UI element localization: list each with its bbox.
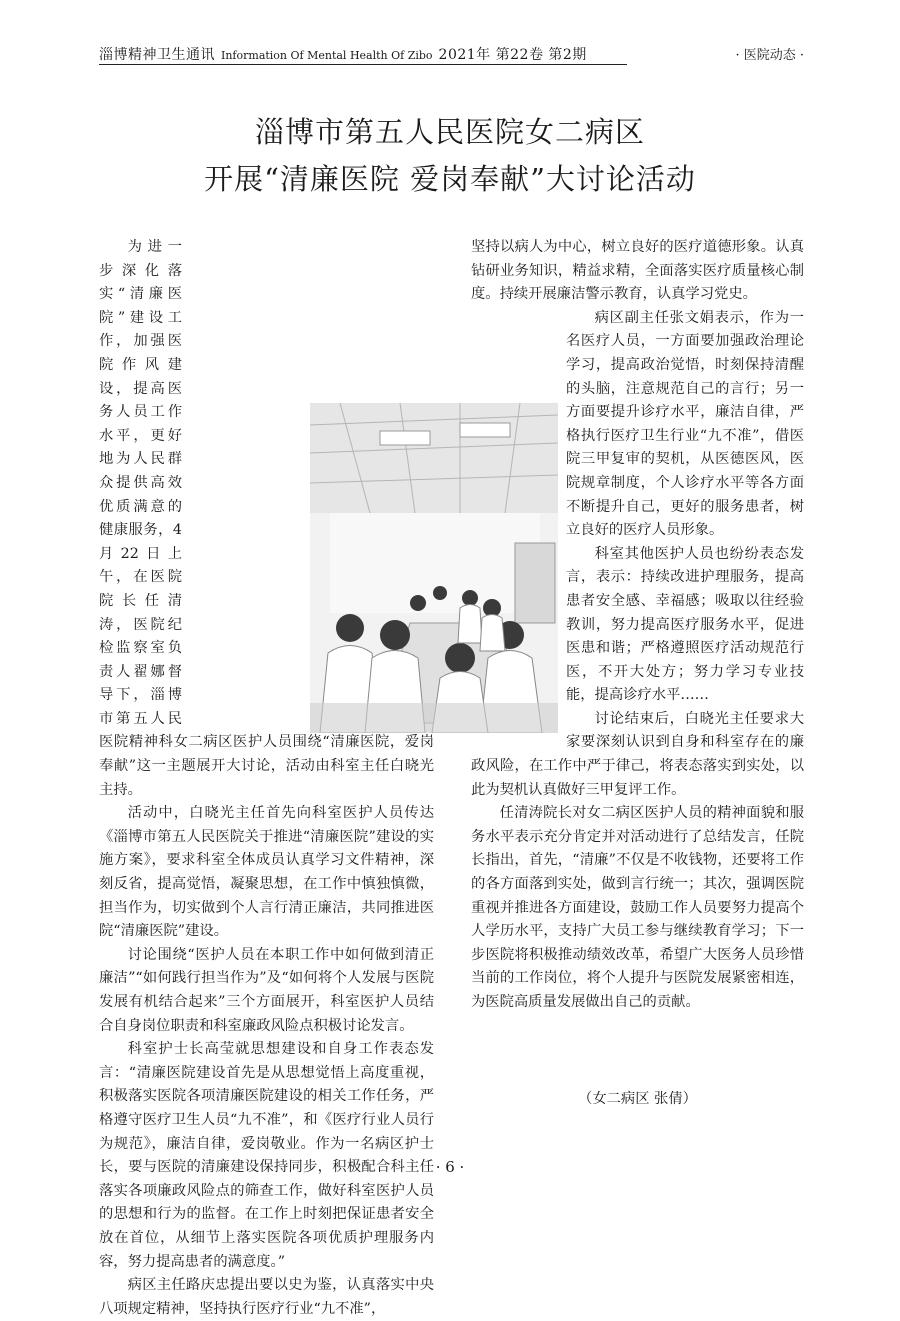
running-header <box>99 40 804 66</box>
journal-issue: 2021年 第22卷 第2期 <box>438 47 587 63</box>
paragraph: 科室其他医护人员也纷纷表态发言，表示：持续改进护理服务，提高患者安全感、幸福感；吸取以往经验教训，努力提高医疗服务水平，促进医患和谐；严格遵照医疗活动规范行医，不开大处方；努力学习专业技能，提高诊疗水平…… <box>566 545 804 704</box>
paragraph: 科室护士长高莹就思想建设和自身工作表态发言：“清廉医院建设首先是从思想觉悟上高度重视，积极落实医院各项清廉医院建设的相关工作任务，严格遵守医疗卫生人员“九不准”，和《医疗行业人员行为规范》，廉洁自律，爱岗敬业。作为一名病区护士长，要与医院的清廉建设保持同步，积极配合科主任落实各项廉政风险点的筛查工作，做好科室医护人员的思想和行为的监督。在工作上时刻把保证患者安全放在首位，从细节上落实医院各项优质护理服务内容，努力提高患者的满意度。” <box>99 1041 434 1270</box>
paragraph: 讨论围绕“医护人员在本职工作中如何做到清正廉洁”“如何践行担当作为”及“如何将个人发展与医院发展有机结合起来”三个方面展开，科室医护人员结合自身岗位职责和科室廉政风险点积极讨论发言。 <box>99 946 434 1034</box>
article-title-line-1: 淄博市第五人民医院女二病区 <box>254 115 645 149</box>
paragraph: 讨论结束后，白晓光主任要求大家要深刻认识到自身和科室存在的廉政风险，在工作中严于律己，将表态落实到实处，以此为契机认真做好三甲复评工作。 <box>471 710 804 798</box>
journal-name-en: Information Of Mental Health Of Zibo <box>221 49 433 62</box>
meeting-photo-illustration <box>310 403 558 733</box>
paragraph: 坚持以病人为中心，树立良好的医疗道德形象。认真钻研业务知识，精益求精，全面落实医疗质量核心制度。持续开展廉洁警示教育，认真学习党史。 <box>471 239 804 303</box>
author-signature: （女二病区 张倩） <box>578 1091 697 1107</box>
paragraph: 病区副主任张文娟表示，作为一名医疗人员，一方面要加强政治理论学习，提高政治觉悟，时刻保持清醒的头脑，注意规范自己的言行；另一方面要提升诊疗水平，廉洁自律，严格执行医疗卫生行业“九不准”，借医院三甲复审的契机，从医德医风，医院规章制度，个人诊疗水平等各方面不断提升自己，更好的服务患者，树立良好的医疗人员形象。 <box>471 307 804 543</box>
header-rule <box>99 64 627 65</box>
page-number: · 6 · <box>435 1158 465 1176</box>
paragraph: 为进一步深化落实“清廉医院”建设工作，加强医院作风建设，提高医务人员工作水平，更好地为人民群众提供高效优质满意的健康服务，4月22日上午，在医院院长任清涛，医院纪检监察室负责人翟娜督导下，淄博市第五人民医院精神科女二病区医护人员围绕“清廉医院，爱岗奉献”这一主题展开大讨论，活动由科室主任白晓光主持。 <box>99 239 434 798</box>
header-journal <box>99 44 587 64</box>
meeting-photo <box>310 403 558 733</box>
article-title-line-2: 开展“清廉医院 爱岗奉献”大讨论活动 <box>204 162 696 196</box>
journal-name-cn: 淄博精神卫生通讯 <box>99 47 215 63</box>
paragraph: 病区主任路庆忠提出要以史为鉴，认真落实中央八项规定精神，坚持执行医疗行业“九不准”， <box>99 1277 434 1317</box>
paragraph: 任清涛院长对女二病区医护人员的精神面貌和服务水平表示充分肯定并对活动进行了总结发言，任院长指出，首先，“清廉”不仅是不收钱物，还要将工作的各方面落到实处，做到言行统一；其次，强调医院重视并推进各方面建设，鼓励工作人员要努力提高个人学历水平，支持广大员工参与继续教育学习；下一步医院将积极推动绩效改革，希望广大医务人员珍惜当前的工作岗位，将个人提升与医院发展紧密相连，为医院高质量发展做出自己的贡献。 <box>471 805 804 1010</box>
section-label: · 医院动态 · <box>735 48 804 63</box>
paragraph: 活动中，白晓光主任首先向科室医护人员传达《淄博市第五人民医院关于推进“清廉医院”建设的实施方案》，要求科室全体成员认真学习文件精神，深刻反省，提高觉悟，凝聚思想，在工作中慎独慎微，担当作为，切实做到个人言行清正廉洁，共同推进医院“清廉医院”建设。 <box>99 805 434 940</box>
